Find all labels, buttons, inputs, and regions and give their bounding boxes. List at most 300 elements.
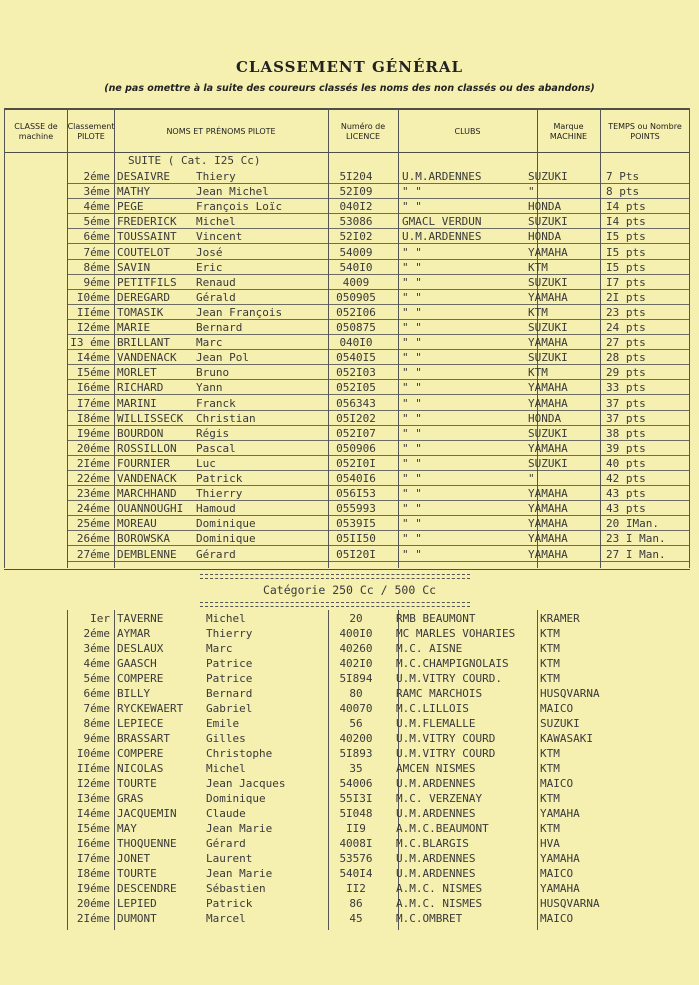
cell-club: M.C. VERZENAY: [396, 792, 483, 805]
cell-brand: YAMAHA: [528, 487, 568, 501]
table-row: [0, 321, 699, 335]
cell-last: NICOLAS: [117, 762, 164, 775]
cell-last: JACQUEMIN: [117, 807, 177, 820]
cell-brand: SUZUKI: [528, 351, 568, 365]
cell-lic: 5I048: [339, 807, 373, 820]
row-rule: [67, 500, 689, 501]
cell-brand: MAICO: [540, 777, 574, 790]
table-row: [0, 381, 699, 395]
cell-lic: 52I02: [339, 230, 373, 244]
cell-lic: 40070: [339, 702, 373, 715]
cell-res: I4 pts: [606, 200, 646, 214]
cell-club: U.M.VITRY COURD: [396, 732, 496, 745]
cell-club: " ": [402, 517, 422, 531]
cell-last: THOQUENNE: [117, 837, 177, 850]
cell-rank: 26éme: [76, 532, 110, 546]
cell-brand: YAMAHA: [528, 336, 568, 350]
cell-club: " ": [402, 290, 422, 304]
cell-brand: MAICO: [540, 702, 574, 715]
cell-brand: SUZUKI: [528, 170, 568, 183]
cell-rank: 9éme: [83, 275, 110, 289]
table-row: [0, 230, 699, 244]
row-rule: [67, 274, 689, 275]
cell-brand: YAMAHA: [528, 547, 568, 561]
table-row: [0, 548, 699, 562]
cell-last: COMPERE: [117, 672, 164, 685]
table-row: [0, 897, 699, 911]
cell-last: TAVERNE: [117, 612, 164, 625]
cell-brand: YAMAHA: [540, 852, 580, 865]
cell-lic: 54006: [339, 777, 373, 790]
cell-first: Gérald: [196, 290, 236, 304]
cell-rank: I5éme: [76, 366, 110, 380]
header-noms: NOMS ET PRÉNOMS PILOTE: [166, 127, 276, 136]
cell-lic: 40200: [339, 732, 373, 745]
cell-first: Christophe: [206, 747, 273, 760]
cell-lic: 400I0: [339, 627, 373, 640]
table-row: [0, 487, 699, 501]
cell-lic: 5I893: [339, 747, 373, 760]
cell-lic: 53576: [339, 852, 373, 865]
cell-last: SAVIN: [117, 260, 151, 274]
cell-first: Claude: [206, 807, 246, 820]
cell-last: LEPIED: [117, 897, 157, 910]
cell-club: U.M.FLEMALLE: [396, 717, 476, 730]
cell-first: Jean François: [196, 305, 283, 319]
cell-first: Jean Jacques: [206, 777, 286, 790]
table-row: [0, 276, 699, 290]
cell-first: Patrice: [206, 657, 253, 670]
cell-res: 39 pts: [606, 441, 646, 455]
cell-rank: I9éme: [76, 426, 110, 440]
cell-rank: I5éme: [76, 822, 110, 835]
cell-brand: KTM: [540, 747, 560, 760]
cell-brand: KTM: [540, 672, 560, 685]
cell-club: A.M.C.BEAUMONT: [396, 822, 489, 835]
cell-brand: YAMAHA: [528, 441, 568, 455]
cell-first: Sébastien: [206, 882, 266, 895]
cell-lic: II2: [346, 882, 366, 895]
cell-last: MOREAU: [117, 517, 157, 531]
cell-first: Michel: [206, 612, 246, 625]
cell-brand: SUZUKI: [528, 426, 568, 440]
table-row: [0, 777, 699, 791]
cell-last: PEGE: [117, 200, 144, 214]
cell-rank: 23éme: [76, 487, 110, 501]
cell-club: " ": [402, 321, 422, 334]
cell-lic: 0540I6: [336, 472, 376, 485]
cell-brand: YAMAHA: [528, 502, 568, 516]
cell-brand: KRAMER: [540, 612, 580, 625]
cell-rank: 8éme: [83, 717, 110, 730]
cell-lic: 052I03: [336, 366, 376, 380]
cell-rank: I2éme: [76, 321, 110, 334]
cell-first: José: [196, 245, 223, 259]
table-row: [0, 351, 699, 365]
cell-first: Gérard: [206, 837, 246, 850]
cell-rank: 4éme: [83, 200, 110, 214]
cell-last: GRAS: [117, 792, 144, 805]
cell-res: I7 pts: [606, 275, 646, 289]
cell-lic: 05I202: [336, 411, 376, 425]
cell-lic: 55I3I: [339, 792, 373, 805]
cell-res: 40 pts: [606, 456, 646, 470]
row-rule: [67, 213, 689, 214]
table-row: [0, 627, 699, 641]
header-licence: Numéro de LICENCE: [340, 122, 386, 141]
cell-last: TOURTE: [117, 867, 157, 880]
header-classement: Classement PILOTE: [67, 122, 115, 141]
cell-lic: 86: [349, 897, 363, 910]
cell-club: " ": [402, 411, 422, 425]
row-rule: [67, 410, 689, 411]
cell-first: Michel: [196, 215, 236, 229]
cell-club: U.M.ARDENNES: [402, 230, 482, 244]
cell-club: " ": [402, 185, 422, 199]
cell-club: " ": [402, 396, 422, 410]
cell-first: Gabriel: [206, 702, 253, 715]
cell-brand: SUZUKI: [528, 321, 568, 334]
cell-club: M.C.BLARGIS: [396, 837, 469, 850]
cell-club: " ": [402, 456, 422, 470]
cell-brand: KTM: [528, 305, 548, 319]
cell-brand: YAMAHA: [528, 396, 568, 410]
cell-rank: IIéme: [76, 762, 110, 775]
cell-lic: 052I06: [336, 305, 376, 319]
cell-club: AMCEN NISMES: [396, 762, 476, 775]
cell-rank: 8éme: [83, 260, 110, 274]
cell-last: AYMAR: [117, 627, 151, 640]
cell-lic: 35: [349, 762, 363, 775]
cell-rank: I7éme: [76, 396, 110, 410]
header-temps: TEMPS ou Nombre POINTS: [608, 122, 682, 141]
cell-brand: YAMAHA: [528, 381, 568, 395]
row-rule: [67, 259, 689, 260]
cell-last: MARINI: [117, 396, 157, 410]
cell-rank: 3éme: [83, 642, 110, 655]
cell-last: DEMBLENNE: [117, 547, 177, 561]
table-row: [0, 366, 699, 380]
cell-lic: 20: [349, 612, 363, 625]
cell-club: A.M.C. NISMES: [396, 882, 483, 895]
cell-club: " ": [402, 336, 422, 350]
cell-rank: 25éme: [76, 517, 110, 531]
cell-rank: 24éme: [76, 502, 110, 516]
cell-rank: 4éme: [83, 657, 110, 670]
cell-rank: 22éme: [76, 472, 110, 485]
cell-lic: 050875: [336, 321, 376, 334]
table-row: [0, 747, 699, 761]
cell-lic: 055993: [336, 502, 376, 516]
header-clubs: CLUBS: [454, 127, 481, 136]
cell-res: 37 pts: [606, 396, 646, 410]
cell-club: " ": [402, 487, 422, 501]
cell-club: U.M.ARDENNES: [402, 170, 482, 183]
cell-brand: YAMAHA: [528, 532, 568, 546]
cell-rank: I7éme: [76, 852, 110, 865]
cell-res: 43 pts: [606, 487, 646, 501]
cell-last: DESAIVRE: [117, 170, 170, 183]
cell-last: MORLET: [117, 366, 157, 380]
cell-club: MC MARLES VOHARIES: [396, 627, 516, 640]
cell-brand: YAMAHA: [540, 882, 580, 895]
table-top-border: [4, 108, 690, 110]
cell-lic: 050905: [336, 290, 376, 304]
cell-brand: KTM: [540, 642, 560, 655]
section1-title: SUITE ( Cat. I25 Cc): [128, 154, 261, 167]
cell-club: U.M.ARDENNES: [396, 867, 476, 880]
cell-lic: 4009: [342, 275, 370, 289]
cell-last: BILLY: [117, 687, 151, 700]
cell-lic: 56: [349, 717, 363, 730]
cell-brand: MAICO: [540, 867, 574, 880]
cell-first: Christian: [196, 411, 256, 425]
cell-last: MARCHHAND: [117, 487, 177, 501]
cell-last: MAY: [117, 822, 137, 835]
cell-res: I4 pts: [606, 215, 646, 229]
cell-club: " ": [402, 441, 422, 455]
row-rule: [67, 183, 689, 184]
cell-last: OUANNOUGHI: [117, 502, 184, 516]
cell-lic: 0539I5: [336, 517, 376, 531]
header-bottom-border: [4, 152, 690, 153]
cell-last: FREDERICK: [117, 215, 177, 229]
cell-brand: SUZUKI: [528, 275, 568, 289]
cell-last: FOURNIER: [117, 456, 170, 470]
cell-last: GAASCH: [117, 657, 157, 670]
cell-rank: I6éme: [76, 381, 110, 395]
cell-club: " ": [402, 366, 422, 380]
cell-club: " ": [402, 426, 422, 440]
cell-rank: 9éme: [83, 732, 110, 745]
cell-lic: 4008I: [339, 837, 373, 850]
row-rule: [67, 304, 689, 305]
cell-rank: Ier: [90, 612, 110, 625]
table-row: [0, 412, 699, 426]
cell-club: M.C. AISNE: [396, 642, 463, 655]
cell-brand: SUZUKI: [528, 456, 568, 470]
row-rule: [67, 198, 689, 199]
cell-rank: I0éme: [76, 290, 110, 304]
cell-lic: 54009: [339, 245, 373, 259]
cell-brand: HONDA: [528, 200, 562, 214]
cell-club: " ": [402, 351, 422, 365]
table-row: [0, 246, 699, 260]
cell-brand: KTM: [528, 366, 548, 380]
cell-res: 23 pts: [606, 305, 646, 319]
cell-lic: 45: [349, 912, 363, 925]
cell-first: Jean Michel: [196, 185, 269, 199]
cell-brand: KTM: [540, 627, 560, 640]
cell-rank: I4éme: [76, 351, 110, 365]
cell-brand: YAMAHA: [528, 245, 568, 259]
table-row: [0, 336, 699, 350]
section-divider: [4, 569, 690, 570]
cell-res: I5 pts: [606, 245, 646, 259]
cell-first: Eric: [196, 260, 223, 274]
cell-first: Thierry: [196, 487, 243, 501]
cell-last: BOROWSKA: [117, 532, 170, 546]
cell-brand: KTM: [540, 792, 560, 805]
cell-lic: 5I204: [339, 170, 373, 183]
row-rule: [67, 455, 689, 456]
cell-res: 27 I Man.: [606, 547, 666, 561]
cell-lic: 05I20I: [336, 547, 376, 561]
table-row: [0, 792, 699, 806]
cell-lic: 050906: [336, 441, 376, 455]
cell-first: Yann: [196, 381, 223, 395]
table-row: [0, 261, 699, 275]
cell-res: 38 pts: [606, 426, 646, 440]
cell-club: U.M.ARDENNES: [396, 777, 476, 790]
cell-last: COMPERE: [117, 747, 164, 760]
cell-first: Renaud: [196, 275, 236, 289]
cell-brand: KTM: [528, 260, 548, 274]
cell-club: GMACL VERDUN: [402, 215, 482, 229]
cell-last: VANDENACK: [117, 472, 177, 485]
table-row: [0, 170, 699, 184]
page-title: CLASSEMENT GÉNÉRAL: [235, 58, 464, 76]
cell-club: M.C.OMBRET: [396, 912, 463, 925]
cell-rank: I8éme: [76, 867, 110, 880]
cell-last: WILLISSECK: [117, 411, 184, 425]
cell-lic: 05II50: [336, 532, 376, 546]
cell-last: DEREGARD: [117, 290, 170, 304]
cell-last: JONET: [117, 852, 151, 865]
cell-first: Emile: [206, 717, 240, 730]
cell-lic: 052I07: [336, 426, 376, 440]
cell-rank: 5éme: [83, 215, 110, 229]
cell-first: Marc: [206, 642, 233, 655]
cell-club: " ": [402, 305, 422, 319]
cell-lic: 80: [349, 687, 363, 700]
cell-brand: YAMAHA: [528, 517, 568, 531]
cell-first: Jean Pol: [196, 351, 249, 365]
cell-club: " ": [402, 502, 422, 516]
row-rule: [67, 530, 689, 531]
header-marque: Marque MACHINE: [549, 122, 588, 141]
cell-lic: 540I0: [339, 260, 373, 274]
cell-res: 43 pts: [606, 502, 646, 516]
cell-first: Bernard: [206, 687, 253, 700]
cell-first: Vincent: [196, 230, 243, 244]
cell-first: Patrick: [196, 472, 243, 485]
cell-rank: 5éme: [83, 672, 110, 685]
table-row: [0, 472, 699, 486]
cell-first: Bernard: [196, 321, 243, 334]
cell-brand: KTM: [540, 822, 560, 835]
cell-last: TOURTE: [117, 777, 157, 790]
cell-res: 7 Pts: [606, 170, 640, 183]
table-row: [0, 457, 699, 471]
cell-first: Hamoud: [196, 502, 236, 516]
table-row: [0, 502, 699, 516]
cell-brand: ": [528, 472, 535, 485]
table-row: [0, 215, 699, 229]
cell-last: DESCENDRE: [117, 882, 177, 895]
cell-last: BRILLANT: [117, 336, 170, 350]
cell-club: " ": [402, 472, 422, 485]
cell-first: Thierry: [206, 627, 253, 640]
cell-brand: HUSQVARNA: [540, 897, 600, 910]
cell-rank: 3éme: [83, 185, 110, 199]
table-row: [0, 642, 699, 656]
table-row: [0, 657, 699, 671]
cell-lic: 540I4: [339, 867, 373, 880]
cell-rank: I3éme: [76, 792, 110, 805]
row-rule: [67, 379, 689, 380]
cell-lic: 0540I5: [336, 351, 376, 365]
table-row: [0, 687, 699, 701]
cell-club: " ": [402, 381, 422, 395]
cell-lic: 53086: [339, 215, 373, 229]
cell-first: Pascal: [196, 441, 236, 455]
cell-brand: KAWASAKI: [540, 732, 593, 745]
cell-first: Patrice: [206, 672, 253, 685]
cell-rank: I4éme: [76, 807, 110, 820]
cell-brand: HUSQVARNA: [540, 687, 600, 700]
cell-brand: YAMAHA: [540, 807, 580, 820]
row-rule: [67, 515, 689, 516]
cell-rank: 2Iéme: [76, 912, 110, 925]
page-subtitle: (ne pas omettre à la suite des coureurs classés les noms des non classés ou des abandons): [104, 83, 595, 94]
cell-lic: 052I0I: [336, 456, 376, 470]
cell-lic: 40260: [339, 642, 373, 655]
cell-res: I5 pts: [606, 230, 646, 244]
cell-club: M.C.LILLOIS: [396, 702, 469, 715]
cell-rank: IIéme: [76, 305, 110, 319]
table-row: [0, 427, 699, 441]
cell-brand: HONDA: [528, 230, 562, 244]
row-rule: [67, 334, 689, 335]
cell-club: U.M.VITRY COURD.: [396, 672, 502, 685]
cell-res: 37 pts: [606, 411, 646, 425]
cell-club: " ": [402, 532, 422, 546]
cell-rank: I8éme: [76, 411, 110, 425]
cell-last: MATHY: [117, 185, 151, 199]
row-rule: [67, 228, 689, 229]
cell-brand: ": [528, 185, 535, 199]
cell-first: Thiery: [196, 170, 236, 183]
row-rule: [67, 319, 689, 320]
row-rule: [67, 364, 689, 365]
cell-res: 20 IMan.: [606, 517, 659, 531]
cell-res: I5 pts: [606, 260, 646, 274]
table-row: [0, 702, 699, 716]
cell-club: RAMC MARCHOIS: [396, 687, 483, 700]
cell-rank: 7éme: [83, 245, 110, 259]
table-row: [0, 852, 699, 866]
cell-last: TOMASIK: [117, 305, 164, 319]
cell-lic: 52I09: [339, 185, 373, 199]
cell-club: " ": [402, 275, 422, 289]
cell-brand: SUZUKI: [540, 717, 580, 730]
section2-rule-bottom: [200, 602, 470, 607]
cell-first: Jean Marie: [206, 867, 273, 880]
cell-lic: 056343: [336, 396, 376, 410]
cell-last: LEPIECE: [117, 717, 164, 730]
header-classe: CLASSE de machine: [14, 122, 58, 141]
row-rule: [67, 425, 689, 426]
cell-res: 33 pts: [606, 381, 646, 395]
cell-first: Laurent: [206, 852, 253, 865]
cell-rank: 27éme: [76, 547, 110, 561]
cell-club: " ": [402, 260, 422, 274]
cell-rank: 20éme: [76, 897, 110, 910]
table-row: [0, 200, 699, 214]
cell-first: François Loïc: [196, 200, 283, 214]
cell-lic: 402I0: [339, 657, 373, 670]
